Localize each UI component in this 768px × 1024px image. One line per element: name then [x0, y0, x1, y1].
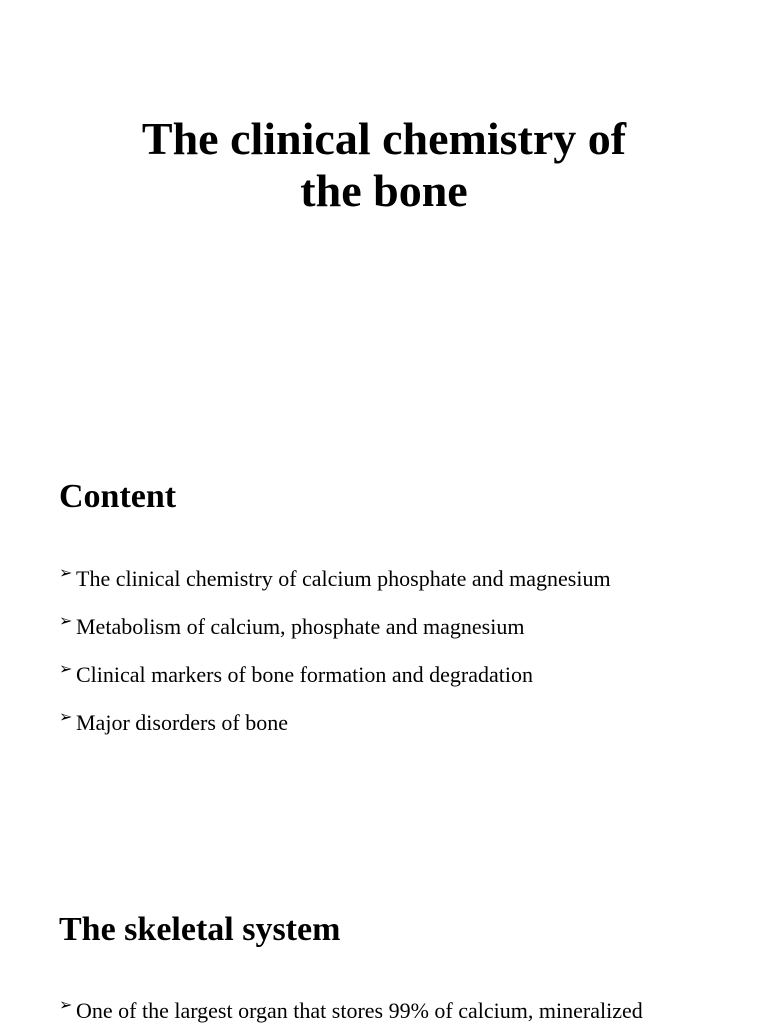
list-item-text: Major disorders of bone — [76, 710, 289, 735]
arrowhead-bullet-icon: ➢ — [59, 661, 73, 678]
list-item — [59, 710, 611, 758]
arrowhead-bullet-icon: ➢ — [59, 997, 73, 1014]
content-heading: Content — [59, 478, 177, 515]
list-item — [59, 662, 611, 710]
skeletal-system-heading: The skeletal system — [59, 911, 341, 948]
list-item — [59, 998, 643, 1024]
list-item-text: Clinical markers of bone formation and degradation — [76, 662, 533, 687]
arrowhead-bullet-icon: ➢ — [59, 709, 73, 726]
list-item — [59, 614, 611, 662]
arrowhead-bullet-icon: ➢ — [59, 613, 73, 630]
document-title-line-1: The clinical chemistry of — [141, 113, 627, 164]
list-item-text: The clinical chemistry of calcium phosphate and magnesium — [76, 566, 611, 591]
arrowhead-bullet-icon: ➢ — [59, 565, 73, 582]
list-item-text: One of the largest organ that stores 99% of calcium, mineralized — [76, 998, 643, 1023]
document-title-line-2: the bone — [300, 165, 468, 216]
content-list — [59, 566, 611, 758]
list-item — [59, 566, 611, 614]
document-title — [0, 113, 768, 217]
skeletal-system-list — [59, 998, 643, 1024]
list-item-text: Metabolism of calcium, phosphate and magnesium — [76, 614, 525, 639]
